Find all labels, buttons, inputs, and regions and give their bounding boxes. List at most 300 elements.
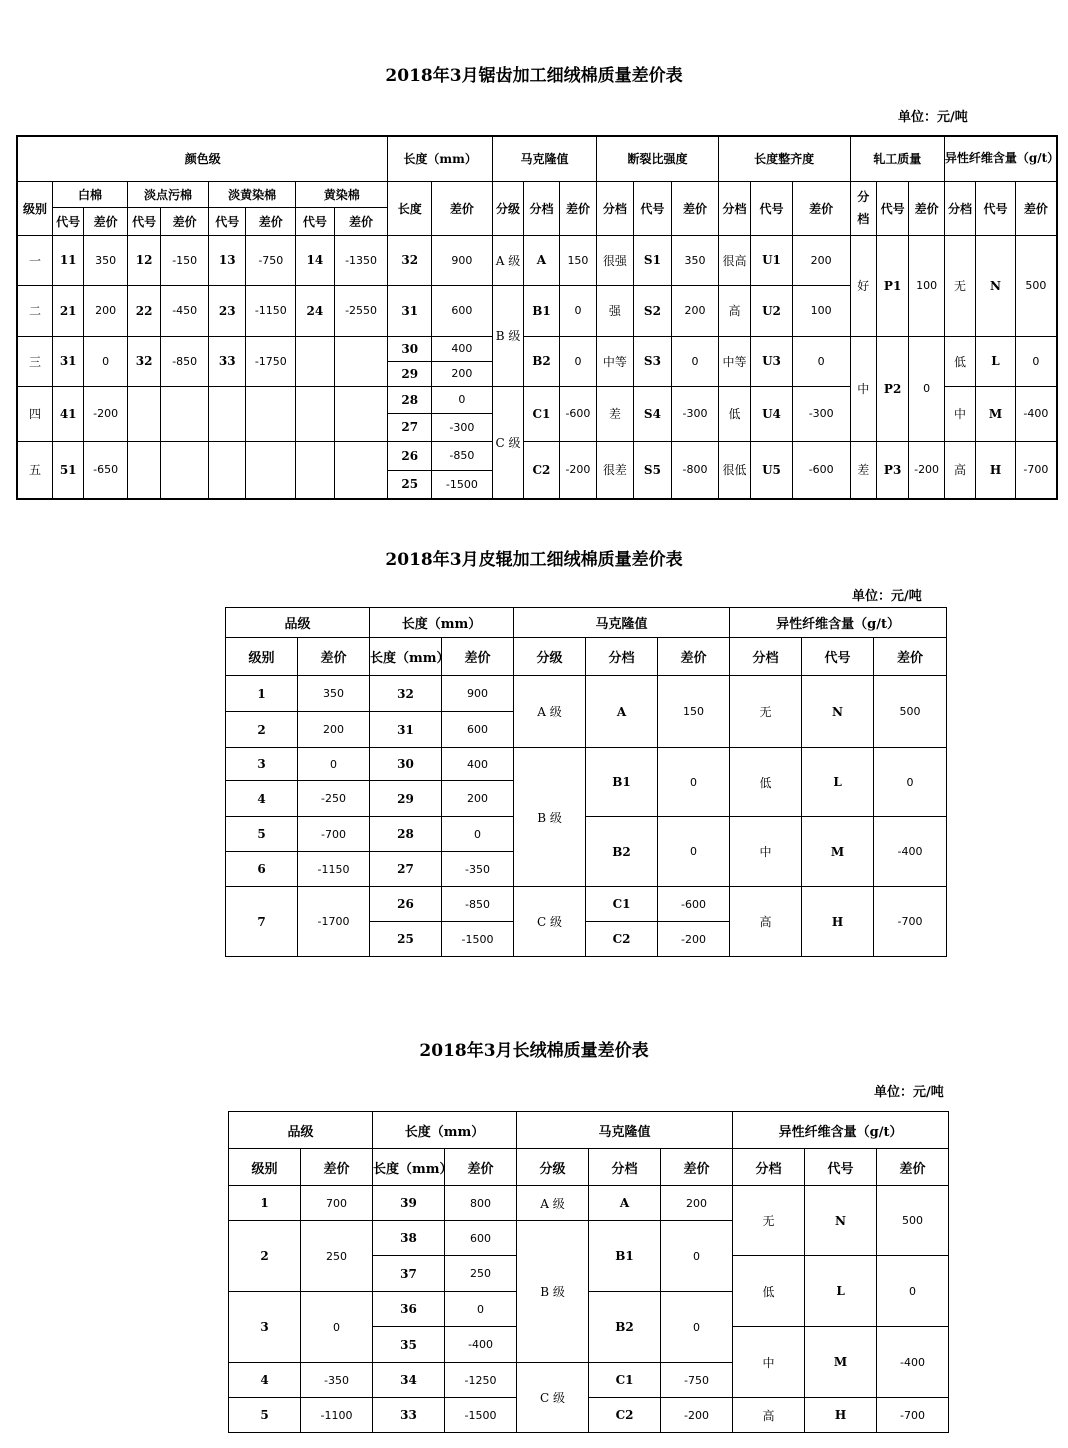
cell: -600: [559, 386, 597, 441]
header-diff: 差价: [658, 638, 730, 676]
header-pinji: 品级: [226, 608, 370, 638]
cell: [246, 441, 296, 499]
header-len: 长度（mm）: [370, 638, 442, 676]
cell: [161, 441, 209, 499]
header-fenji: 分级: [492, 181, 523, 235]
cell: [209, 441, 246, 499]
cell: 0: [792, 336, 850, 386]
cell: 一: [17, 235, 52, 285]
header-ginning: 轧工质量: [850, 136, 944, 181]
cell: 600: [445, 1221, 517, 1256]
cell: C1: [524, 386, 559, 441]
header-fendang: 分档: [586, 638, 658, 676]
header-diff: 差价: [84, 207, 128, 235]
table-row: [229, 1398, 949, 1433]
header-diff: 差价: [246, 207, 296, 235]
cell: -850: [161, 336, 209, 386]
cell: -400: [874, 817, 947, 887]
cell: 700: [301, 1186, 373, 1221]
cell: B 级: [492, 285, 523, 386]
cell: 30: [370, 748, 442, 781]
cell: 900: [442, 676, 514, 712]
cell: -250: [298, 781, 370, 817]
cell: 32: [370, 676, 442, 712]
cell: B2: [589, 1292, 661, 1363]
cell: -400: [445, 1327, 517, 1363]
header-code: 代号: [751, 181, 793, 235]
cell: 150: [658, 676, 730, 748]
cell: -1350: [334, 235, 388, 285]
cell: 0: [877, 1256, 949, 1327]
cell: 无: [730, 676, 802, 748]
header-fenji: 分级: [517, 1149, 589, 1186]
cell: 200: [672, 285, 719, 336]
cell: 350: [672, 235, 719, 285]
cell: 很差: [597, 441, 633, 499]
header-uniformity: 长度整齐度: [718, 136, 850, 181]
header-diff: 差价: [672, 181, 719, 235]
cell: -400: [1015, 386, 1057, 441]
header-diff: 差价: [792, 181, 850, 235]
table1-unit: 单位：元/吨: [898, 110, 968, 125]
cell: 29: [388, 361, 432, 386]
cell: N: [805, 1186, 877, 1256]
header-micronaire: 马克隆值: [517, 1112, 733, 1149]
header-fenji: 分级: [514, 638, 586, 676]
cell: 0: [658, 748, 730, 817]
header-light-yellow: 淡黄染棉: [209, 181, 296, 207]
cell: -1100: [301, 1398, 373, 1433]
cell: N: [976, 235, 1016, 336]
cell: 21: [52, 285, 83, 336]
cell: C 级: [492, 386, 523, 499]
cell: 200: [442, 781, 514, 817]
cell: 400: [432, 336, 493, 361]
cell: 27: [388, 413, 432, 441]
cell: -1750: [246, 336, 296, 386]
cell: H: [802, 887, 874, 957]
header-spotted: 淡点污棉: [127, 181, 208, 207]
cell: U5: [751, 441, 793, 499]
cell: L: [802, 748, 874, 817]
header-fendang: 分档: [944, 181, 975, 235]
cell: -300: [432, 413, 493, 441]
cell: -150: [161, 235, 209, 285]
header-foreign-fiber: 异性纤维含量（g/t）: [730, 608, 947, 638]
cell: 31: [370, 712, 442, 748]
cell: P2: [876, 336, 908, 441]
cell: 0: [661, 1292, 733, 1363]
cell: 250: [445, 1256, 517, 1292]
cell: 32: [388, 235, 432, 285]
cell: A 级: [492, 235, 523, 285]
header-diff: 差价: [661, 1149, 733, 1186]
cell: 中: [850, 336, 876, 441]
cell: 好: [850, 235, 876, 336]
cell: 41: [52, 386, 83, 441]
cell: -1500: [432, 470, 493, 499]
header-foreign-fiber: 异性纤维含量（g/t）: [733, 1112, 949, 1149]
cell: -200: [658, 922, 730, 957]
cell: 22: [127, 285, 160, 336]
cell: [209, 386, 246, 441]
table-row: [226, 748, 947, 781]
header-diff: 差价: [334, 207, 388, 235]
header-grade: 级别: [17, 181, 52, 235]
fen: 分: [857, 190, 870, 204]
cell: 200: [661, 1186, 733, 1221]
cell: 低: [718, 386, 750, 441]
cell: C1: [589, 1363, 661, 1398]
cell: -700: [877, 1398, 949, 1433]
cell: 0: [874, 748, 947, 817]
cell: 4: [229, 1363, 301, 1398]
cell: 350: [84, 235, 128, 285]
cell: [334, 441, 388, 499]
cell: S5: [633, 441, 672, 499]
cell: [127, 441, 160, 499]
cell: 35: [373, 1327, 445, 1363]
cell: 14: [296, 235, 335, 285]
header-diff: 差价: [445, 1149, 517, 1186]
cell: U2: [751, 285, 793, 336]
table2-unit: 单位：元/吨: [852, 589, 922, 604]
cell: S3: [633, 336, 672, 386]
cell: 33: [209, 336, 246, 386]
cell: C1: [586, 887, 658, 922]
cell: -200: [559, 441, 597, 499]
cell: 差: [850, 441, 876, 499]
cell: -200: [661, 1398, 733, 1433]
header-code: 代号: [52, 207, 83, 235]
cell: 很低: [718, 441, 750, 499]
cell: [127, 386, 160, 441]
cell: 二: [17, 285, 52, 336]
header-code: 代号: [633, 181, 672, 235]
cell: P1: [876, 235, 908, 336]
cell: P3: [876, 441, 908, 499]
cell: -350: [442, 852, 514, 887]
cell: 高: [718, 285, 750, 336]
cell: M: [805, 1327, 877, 1398]
cell: 13: [209, 235, 246, 285]
cell: 4: [226, 781, 298, 817]
header-fendang: 分档: [733, 1149, 805, 1186]
cell: 1: [226, 676, 298, 712]
cell: U3: [751, 336, 793, 386]
header-diff: 差价: [874, 638, 947, 676]
cell: -850: [432, 441, 493, 470]
header-diff: 差价: [559, 181, 597, 235]
cell: B1: [524, 285, 559, 336]
cell: [296, 386, 335, 441]
cell: -700: [1015, 441, 1057, 499]
cell: U1: [751, 235, 793, 285]
header-micronaire: 马克隆值: [492, 136, 596, 181]
cell: L: [805, 1256, 877, 1327]
cell: 2: [226, 712, 298, 748]
cell: 500: [1015, 235, 1057, 336]
cell: 26: [370, 887, 442, 922]
table1-title: 2018年3月锯齿加工细绒棉质量差价表: [385, 66, 683, 86]
cell: -1500: [442, 922, 514, 957]
cell: [296, 336, 335, 386]
cell: C2: [586, 922, 658, 957]
cell: 26: [388, 441, 432, 470]
cell: A: [589, 1186, 661, 1221]
cell: 600: [432, 285, 493, 336]
cell: -1700: [298, 887, 370, 957]
header-code: 代号: [805, 1149, 877, 1186]
header-white: 白棉: [52, 181, 127, 207]
cell: 0: [559, 336, 597, 386]
cell: N: [802, 676, 874, 748]
header-yellow: 黄染棉: [296, 181, 388, 207]
cell: A: [524, 235, 559, 285]
header-strength: 断裂比强度: [597, 136, 719, 181]
cell: 7: [226, 887, 298, 957]
cell: 3: [229, 1292, 301, 1363]
table-row: [17, 235, 1057, 285]
cell: 600: [442, 712, 514, 748]
cell: 0: [442, 817, 514, 852]
header-fendang: 分档: [597, 181, 633, 235]
cell: 250: [301, 1221, 373, 1292]
cell: 25: [388, 470, 432, 499]
header-code: 代号: [876, 181, 908, 235]
header-code: 代号: [976, 181, 1016, 235]
cell: 28: [388, 386, 432, 413]
cell: 200: [84, 285, 128, 336]
cell: 无: [733, 1186, 805, 1256]
cell: -800: [672, 441, 719, 499]
cell: 0: [445, 1292, 517, 1327]
cell: A 级: [514, 676, 586, 748]
cell: 0: [301, 1292, 373, 1363]
cell: S4: [633, 386, 672, 441]
cell: 高: [733, 1398, 805, 1433]
cell: 28: [370, 817, 442, 852]
cell: 低: [944, 336, 975, 386]
cell: B2: [524, 336, 559, 386]
header-diff: 差价: [301, 1149, 373, 1186]
cell: 0: [432, 386, 493, 413]
cell: -1150: [246, 285, 296, 336]
cell: 0: [909, 336, 945, 441]
cell: 中: [730, 817, 802, 887]
cell: C 级: [514, 887, 586, 957]
cell: 五: [17, 441, 52, 499]
cell: 很高: [718, 235, 750, 285]
cell: 400: [442, 748, 514, 781]
cell: -350: [301, 1363, 373, 1398]
cell: -600: [658, 887, 730, 922]
header-fendang: 分档: [730, 638, 802, 676]
cell: 39: [373, 1186, 445, 1221]
cell: C2: [589, 1398, 661, 1433]
header-length: 长度（mm）: [388, 136, 492, 181]
header-diff: 差价: [442, 638, 514, 676]
cell: 中: [944, 386, 975, 441]
cell: 34: [373, 1363, 445, 1398]
cell: 31: [52, 336, 83, 386]
header-grade: 级别: [226, 638, 298, 676]
cell: 30: [388, 336, 432, 361]
table-row: [229, 1186, 949, 1221]
dang: 档: [857, 212, 870, 226]
cell: 51: [52, 441, 83, 499]
table3-title: 2018年3月长绒棉质量差价表: [419, 1041, 649, 1061]
roller-ginned-cotton-table: [225, 607, 947, 957]
cell: 150: [559, 235, 597, 285]
cell: C2: [524, 441, 559, 499]
cell: 3: [226, 748, 298, 781]
cell: 5: [226, 817, 298, 852]
cell: 100: [792, 285, 850, 336]
cell: H: [976, 441, 1016, 499]
cell: 低: [730, 748, 802, 817]
cell: B1: [589, 1221, 661, 1292]
table-row: [226, 887, 947, 922]
table2-title: 2018年3月皮辊加工细绒棉质量差价表: [385, 550, 683, 570]
cell: B 级: [514, 748, 586, 887]
header-diff: 差价: [432, 181, 493, 235]
cell: -1250: [445, 1363, 517, 1398]
table3-unit: 单位：元/吨: [874, 1085, 944, 1100]
cell: S2: [633, 285, 672, 336]
cell: -750: [246, 235, 296, 285]
cell: 100: [909, 235, 945, 336]
cell: 200: [298, 712, 370, 748]
cell: 0: [1015, 336, 1057, 386]
cell: 200: [792, 235, 850, 285]
cell: 1: [229, 1186, 301, 1221]
table-row: [226, 817, 947, 852]
cell: -1500: [445, 1398, 517, 1433]
cell: 500: [874, 676, 947, 748]
cell: [161, 386, 209, 441]
cell: 12: [127, 235, 160, 285]
cell: -1150: [298, 852, 370, 887]
cell: 四: [17, 386, 52, 441]
table-row: [226, 676, 947, 712]
cell: S1: [633, 235, 672, 285]
cell: -2550: [334, 285, 388, 336]
cell: -300: [792, 386, 850, 441]
header-length: 长度（mm）: [370, 608, 514, 638]
cell: [334, 336, 388, 386]
cell: -300: [672, 386, 719, 441]
header-code: 代号: [209, 207, 246, 235]
header-diff: 差价: [1015, 181, 1057, 235]
cell: [296, 441, 335, 499]
cell: 23: [209, 285, 246, 336]
cell: M: [976, 386, 1016, 441]
cell: 差: [597, 386, 633, 441]
cell: 三: [17, 336, 52, 386]
cell: 32: [127, 336, 160, 386]
cell: 无: [944, 235, 975, 336]
header-grade: 级别: [229, 1149, 301, 1186]
header-fendang: 分档: [718, 181, 750, 235]
cell: A 级: [517, 1186, 589, 1221]
cell: -750: [661, 1363, 733, 1398]
cell: B2: [586, 817, 658, 887]
cell: -700: [298, 817, 370, 852]
cell: -200: [909, 441, 945, 499]
header-diff: 差价: [909, 181, 945, 235]
header-code: 代号: [802, 638, 874, 676]
cell: 中等: [597, 336, 633, 386]
cell: 很强: [597, 235, 633, 285]
cell: -700: [874, 887, 947, 957]
cell: 27: [370, 852, 442, 887]
header-fen-dang: [850, 181, 876, 235]
cell: 0: [298, 748, 370, 781]
cell: 0: [84, 336, 128, 386]
cell: -400: [877, 1327, 949, 1398]
cell: 中等: [718, 336, 750, 386]
cell: C 级: [517, 1363, 589, 1433]
cell: 350: [298, 676, 370, 712]
header-color-grade: 颜色级: [17, 136, 388, 181]
cell: 高: [944, 441, 975, 499]
header-diff: 差价: [161, 207, 209, 235]
cell: -450: [161, 285, 209, 336]
header-diff: 差价: [877, 1149, 949, 1186]
cell: 2: [229, 1221, 301, 1292]
cell: 低: [733, 1256, 805, 1327]
cell: -850: [442, 887, 514, 922]
cell: 0: [661, 1221, 733, 1292]
cell: 0: [672, 336, 719, 386]
cell: -600: [792, 441, 850, 499]
table-row: [17, 441, 1057, 470]
header-code: 代号: [296, 207, 335, 235]
cell: 37: [373, 1256, 445, 1292]
cell: 高: [730, 887, 802, 957]
cell: M: [802, 817, 874, 887]
header-diff: 差价: [298, 638, 370, 676]
header-length: 长度（mm）: [373, 1112, 517, 1149]
header-pinji: 品级: [229, 1112, 373, 1149]
cell: 0: [559, 285, 597, 336]
cell: 0: [658, 817, 730, 887]
cell: 900: [432, 235, 493, 285]
saw-ginned-cotton-table: [16, 135, 1058, 500]
cell: -650: [84, 441, 128, 499]
cell: 11: [52, 235, 83, 285]
header-code: 代号: [127, 207, 160, 235]
cell: 31: [388, 285, 432, 336]
cell: B1: [586, 748, 658, 817]
cell: 38: [373, 1221, 445, 1256]
cell: U4: [751, 386, 793, 441]
header-fendang: 分档: [589, 1149, 661, 1186]
long-staple-cotton-table: [228, 1111, 949, 1433]
cell: [334, 386, 388, 441]
header-fendang: 分档: [524, 181, 559, 235]
cell: 中: [733, 1327, 805, 1398]
cell: 24: [296, 285, 335, 336]
cell: -200: [84, 386, 128, 441]
header-micronaire: 马克隆值: [514, 608, 730, 638]
header-len: 长度: [388, 181, 432, 235]
cell: 6: [226, 852, 298, 887]
cell: B 级: [517, 1221, 589, 1363]
header-len: 长度（mm）: [373, 1149, 445, 1186]
header-foreign-fiber: 异性纤维含量（g/t）: [944, 136, 1057, 181]
